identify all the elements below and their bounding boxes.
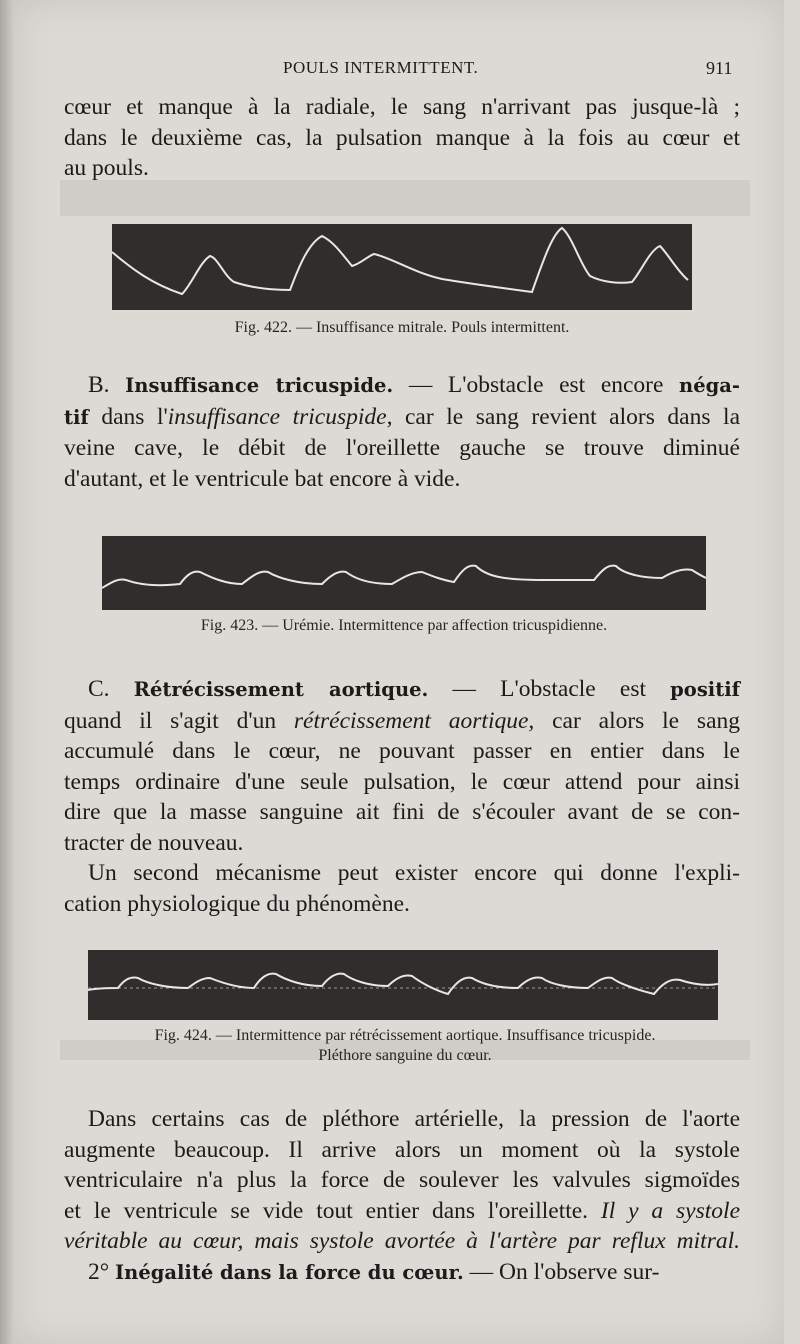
text-line: tracter de nouveau.	[64, 829, 244, 856]
section-heading: Rétrécissement aortique.	[133, 678, 429, 701]
pulse-trace-422	[112, 224, 692, 310]
text-line: Un second mécanisme peut exister encore qui donne l'expli-	[88, 860, 740, 886]
text-fragment: — L'obstacle est encore	[393, 372, 680, 398]
pulse-trace-424	[88, 950, 718, 1020]
figure-caption-423: Fig. 423. — Urémie. Intermittence par affection tricuspidienne.	[200, 617, 608, 634]
text-line: au pouls.	[64, 155, 149, 181]
running-header	[0, 58, 800, 84]
text-line: cation physiologique du phénomène.	[64, 890, 410, 917]
section-letter: C.	[88, 676, 110, 702]
text-fragment: et le ventricule se vide tout entier dans l'oreillette.	[64, 1197, 601, 1224]
section-heading: Insuffisance tricuspide.	[125, 374, 394, 397]
caption-line: Pléthore sanguine du cœur.	[318, 1047, 492, 1064]
show-through-text	[60, 180, 750, 216]
section-letter: B.	[88, 372, 110, 398]
paragraph-continuation	[64, 92, 740, 184]
text-fragment: car le sang revient alors dans la	[392, 403, 740, 430]
emphasis: néga-	[679, 374, 740, 397]
text-fragment: car alors le sang	[534, 707, 741, 734]
text-line: d'autant, et le ventricule bat encore à vide.	[64, 465, 461, 492]
text-line: cœur et manque à la radiale, le sang n'arrivant pas jusque-là ;	[64, 94, 740, 120]
section-c	[64, 674, 740, 919]
text-line: augmente beaucoup. Il arrive alors un moment où la systole	[64, 1136, 740, 1163]
emphasis: tif	[64, 405, 89, 429]
section-heading: Inégalité dans la force du cœur.	[115, 1260, 464, 1284]
pulse-trace-423	[102, 536, 706, 610]
page-number: 911	[706, 58, 733, 78]
text-fragment: — L'obstacle est	[428, 676, 671, 702]
italic-phrase: Il y a systole	[600, 1197, 740, 1224]
sphygmogram-figure-422	[112, 224, 692, 310]
italic-term: insuffisance tricuspide,	[167, 403, 393, 430]
running-title: POULS INTERMITTENT.	[283, 58, 479, 77]
paragraph-plethora	[64, 1104, 740, 1288]
text-line: veine cave, le débit de l'oreillette gauche se trouve diminué	[64, 435, 740, 461]
text-fragment: — On l'observe sur-	[463, 1258, 660, 1285]
italic-line: véritable au cœur, mais systole avortée à l'artère par reflux mitral.	[64, 1228, 740, 1254]
text-fragment: quand il s'agit d'un	[64, 707, 294, 734]
figure-caption-424	[60, 1026, 750, 1066]
caption-line: Fig. 424. — Intermittence par rétrécissement aortique. Insuffisance tricuspide.	[154, 1027, 656, 1044]
text-line: temps ordinaire d'une seule pulsation, le cœur attend pour ainsi	[64, 768, 740, 795]
emphasis: positif	[670, 678, 741, 701]
figure-caption-422: Fig. 422. — Insuffisance mitrale. Pouls intermittent.	[234, 319, 570, 336]
section-number: 2°	[88, 1258, 110, 1285]
section-b	[64, 370, 740, 494]
text-line: ventriculaire n'a plus la force de soulever les valvules sigmoïdes	[64, 1167, 740, 1193]
text-line: accumulé dans le cœur, ne pouvant passer en entier dans le	[64, 738, 740, 764]
text-fragment: dans l'	[88, 403, 168, 430]
sphygmogram-figure-424	[88, 950, 718, 1020]
text-line: dire que la masse sanguine ait fini de s'écouler avant de se con-	[64, 799, 740, 825]
text-line: Dans certains cas de pléthore artérielle, la pression de l'aorte	[88, 1106, 740, 1132]
page-edge-shadow	[0, 0, 14, 1344]
sphygmogram-figure-423	[102, 536, 706, 610]
text-line: dans le deuxième cas, la pulsation manque à la fois au cœur et	[64, 124, 740, 151]
italic-term: rétrécissement aortique,	[293, 707, 535, 734]
